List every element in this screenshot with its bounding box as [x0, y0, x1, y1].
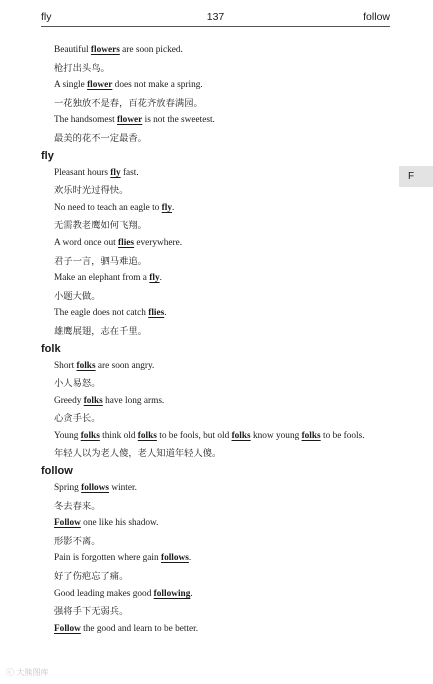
english-proverb [54, 358, 390, 376]
proverb-text: Pain is forgotten where gain [54, 553, 161, 564]
headword-highlight: fly [110, 167, 121, 178]
headword-highlight: folks [83, 395, 103, 406]
proverb-text: Spring [54, 483, 82, 494]
proverb-text: everywhere. [134, 237, 183, 248]
english-proverb [54, 235, 390, 253]
headword-highlight: fly [161, 202, 172, 213]
headword-highlight: follows [81, 483, 110, 494]
proverb-text: . [171, 202, 175, 213]
headword-highlight: fly [149, 273, 160, 284]
chinese-translation: 冬去春来。 [54, 500, 101, 512]
running-header [41, 10, 390, 27]
proverb-item [54, 235, 390, 270]
proverb-text: Greedy [54, 395, 84, 406]
proverb-text: Good leading makes good [54, 588, 154, 599]
english-proverb [54, 586, 390, 604]
proverb-item [54, 112, 390, 147]
watermark: ⓒ 大熊图库 [6, 668, 49, 677]
proverb-item [54, 586, 390, 621]
proverb-text: . [190, 588, 193, 599]
headword-highlight: following [153, 588, 191, 599]
english-proverb [54, 393, 390, 411]
headword-highlight: folks [137, 430, 157, 441]
proverb-text: Make an elephant from a [54, 273, 150, 284]
chinese-translation: 君子一言，驷马难追。 [54, 255, 147, 267]
page-number: 137 [206, 11, 225, 23]
chinese-translation: 小人易怒。 [54, 378, 101, 390]
header-right-guideword: follow [363, 11, 390, 23]
proverb-item [54, 480, 390, 515]
english-proverb [54, 621, 390, 639]
english-proverb [54, 480, 390, 498]
headword-highlight: Follow [54, 518, 81, 529]
chinese-translation: 雄鹰展翅，志在千里。 [54, 325, 147, 337]
proverb-item [54, 42, 390, 77]
proverb-text: have long arms. [102, 395, 165, 406]
proverb-item [54, 165, 390, 200]
headword-highlight: Follow [54, 623, 81, 634]
proverb-text: A word once out [54, 237, 119, 248]
headword-highlight: flower [117, 115, 143, 126]
chinese-translation: 心贪手长。 [54, 413, 101, 425]
proverb-text: Pleasant hours [54, 167, 111, 178]
proverb-text: to be fools. [320, 430, 365, 441]
headword-highlight: folks [301, 430, 321, 441]
proverb-text: Short [54, 360, 77, 371]
proverb-text: one like his shadow. [80, 518, 159, 529]
chinese-translation: 无需教老鹰如何飞翔。 [54, 220, 147, 232]
headword-highlight: folks [76, 360, 96, 371]
proverb-item [54, 393, 390, 428]
proverb-item [54, 621, 390, 639]
headword-highlight: folks [80, 430, 100, 441]
proverb-item [54, 358, 390, 393]
chinese-translation: 好了伤疤忘了痛。 [54, 571, 129, 583]
english-proverb [54, 200, 390, 218]
english-proverb [54, 270, 390, 288]
entry-headword: fly [41, 149, 54, 162]
chinese-translation: 欢乐时光过得快。 [54, 185, 129, 197]
proverb-text: to be fools, but old [156, 430, 232, 441]
thumb-index-tab: F [399, 166, 433, 187]
header-left-guideword: fly [41, 11, 52, 23]
proverb-text: Beautiful [54, 45, 91, 55]
proverb-item [54, 77, 390, 112]
proverb-text: The handsomest [54, 115, 117, 126]
entry-headword: follow [41, 465, 73, 478]
proverb-text: The eagle does not catch [54, 308, 149, 319]
proverb-text: are soon angry. [95, 360, 155, 371]
proverb-item [54, 270, 390, 305]
proverb-text: is not the sweetest. [142, 115, 215, 126]
english-proverb [54, 515, 390, 533]
english-proverb [54, 550, 390, 568]
headword-highlight: flies [148, 308, 165, 319]
dictionary-content [41, 42, 390, 638]
chinese-translation: 形影不离。 [54, 535, 101, 547]
english-proverb [54, 305, 390, 323]
proverb-text: A single [54, 80, 88, 91]
headword-highlight: flies [118, 237, 135, 248]
english-proverb [54, 428, 390, 446]
headword-highlight: folks [231, 430, 251, 441]
english-proverb [54, 112, 390, 130]
english-proverb [54, 77, 390, 95]
proverb-item [54, 550, 390, 585]
proverb-text: winter. [109, 483, 137, 494]
proverb-item [54, 200, 390, 235]
chinese-translation: 枪打出头鸟。 [54, 62, 110, 74]
chinese-translation: 最美的花不一定最香。 [54, 132, 147, 144]
proverb-item [54, 305, 390, 340]
proverb-item [54, 428, 390, 463]
proverb-text: think old [99, 430, 138, 441]
english-proverb [54, 42, 390, 60]
headword-highlight: flower [87, 80, 113, 91]
proverb-text: Young [54, 430, 81, 441]
proverb-text: No need to teach an eagle to [54, 202, 162, 213]
proverb-item [54, 515, 390, 550]
proverb-text: does not make a spring. [112, 80, 203, 91]
proverb-text: fast. [120, 167, 139, 178]
proverb-text: know young [250, 430, 302, 441]
chinese-translation: 一花独放不是春，百花齐放春满园。 [54, 97, 203, 109]
chinese-translation: 年轻人以为老人傻，老人知道年轻人傻。 [54, 448, 222, 460]
proverb-text: . [164, 308, 167, 319]
proverb-text: . [159, 273, 162, 284]
chinese-translation: 强将手下无弱兵。 [54, 606, 129, 618]
english-proverb [54, 165, 390, 183]
proverb-text: the good and learn to be better. [80, 623, 199, 634]
headword-highlight: follows [160, 553, 189, 564]
chinese-translation: 小题大做。 [54, 290, 101, 302]
entry-headword: folk [41, 342, 61, 355]
headword-highlight: flowers [90, 45, 120, 55]
proverb-text: are soon picked. [119, 45, 183, 55]
proverb-text: . [188, 553, 192, 564]
